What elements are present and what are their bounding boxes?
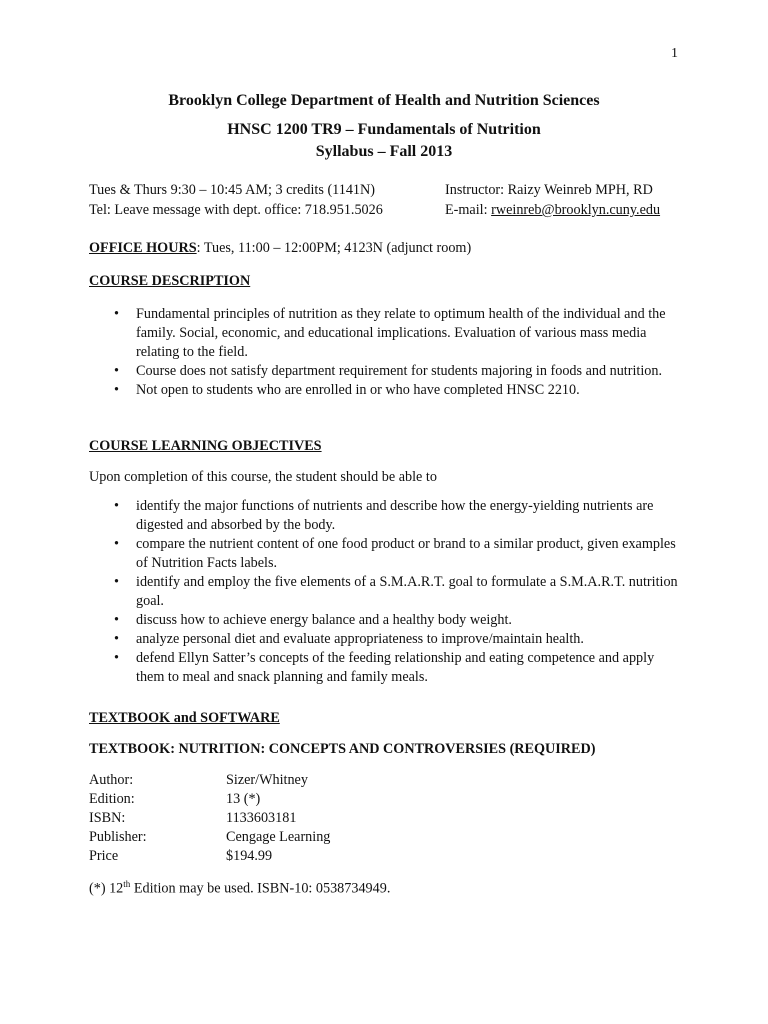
page-number: 1 [671, 46, 678, 61]
publisher-value: Cengage Learning [226, 829, 331, 845]
isbn-value: 1133603181 [226, 810, 297, 826]
edition-label: Edition: [89, 791, 135, 807]
list-item: • Not open to students who are enrolled in or who have completed HNSC 2210. [114, 382, 580, 398]
email-label: E-mail: [445, 202, 492, 218]
publisher-label: Publisher: [89, 829, 147, 845]
instructor-text: Instructor: Raizy Weinreb MPH, RD [445, 182, 653, 198]
schedule-row [89, 182, 689, 199]
office-hours-label: OFFICE HOURS [89, 240, 197, 256]
department-title: Brooklyn College Department of Health and Nutrition Sciences [168, 92, 600, 109]
isbn-label: ISBN: [89, 810, 126, 826]
list-item: • identify and employ the five elements of a S.M.A.R.T. goal to formulate a S.M.A.R.T. nutrition goal. [114, 574, 678, 609]
edition-note: (*) 12th Edition may be used. ISBN-10: 0538734949. [89, 879, 391, 897]
contact-row [89, 202, 689, 219]
email-line [445, 202, 660, 219]
author-value: Sizer/Whitney [226, 772, 308, 788]
office-hours-line [89, 240, 689, 257]
bullet-icon: • [114, 650, 119, 666]
bullet-icon: • [114, 536, 119, 552]
office-hours-text: : Tues, 11:00 – 12:00PM; 4123N (adjunct room) [196, 240, 472, 256]
list-item: • Fundamental principles of nutrition as they relate to optimum health of the individual and the family. Social, economic, and educational implications. Evaluation of various mass media relating to the field. [114, 306, 666, 360]
objectives-list [89, 497, 679, 687]
superscript-th: th [123, 879, 131, 889]
course-description-list [89, 305, 679, 400]
list-item: • compare the nutrient content of one food product or brand to a similar product, given examples of Nutrition Facts labels. [114, 536, 676, 571]
objectives-heading: COURSE LEARNING OBJECTIVES [89, 438, 322, 454]
bullet-icon: • [114, 631, 119, 647]
list-item: • analyze personal diet and evaluate appropriateness to improve/maintain health. [114, 631, 584, 647]
bullet-icon: • [114, 574, 119, 590]
list-item: • defend Ellyn Satter’s concepts of the feeding relationship and eating competence and apply them to meal and snack planning and family meals. [114, 650, 655, 685]
price-label: Price [89, 848, 119, 864]
bullet-icon: • [114, 306, 119, 322]
bullet-icon: • [114, 612, 119, 628]
schedule-text: Tues & Thurs 9:30 – 10:45 AM; 3 credits (1141N) [89, 182, 375, 198]
telephone-text: Tel: Leave message with dept. office: 718.951.5026 [89, 202, 383, 218]
textbook-section-heading: TEXTBOOK and SOFTWARE [89, 710, 280, 726]
objectives-intro: Upon completion of this course, the student should be able to [89, 469, 437, 485]
author-label: Author: [89, 772, 134, 788]
price-value: $194.99 [226, 848, 273, 864]
list-item: • Course does not satisfy department requirement for students majoring in foods and nutrition. [114, 363, 663, 379]
list-item: • discuss how to achieve energy balance and a healthy body weight. [114, 612, 512, 628]
bullet-icon: • [114, 382, 119, 398]
edition-value: 13 (*) [226, 791, 261, 807]
course-title: HNSC 1200 TR9 – Fundamentals of Nutrition [227, 121, 541, 138]
bullet-icon: • [114, 498, 119, 514]
bullet-icon: • [114, 363, 119, 379]
email-link[interactable]: rweinreb@brooklyn.cuny.edu [491, 202, 661, 218]
course-description-heading: COURSE DESCRIPTION [89, 273, 251, 289]
list-item: • identify the major functions of nutrients and describe how the energy-yielding nutrients are digested and absorbed by the body. [114, 498, 654, 533]
syllabus-term: Syllabus – Fall 2013 [315, 143, 453, 160]
textbook-title: TEXTBOOK: NUTRITION: CONCEPTS AND CONTROVERSIES (REQUIRED) [89, 741, 596, 757]
